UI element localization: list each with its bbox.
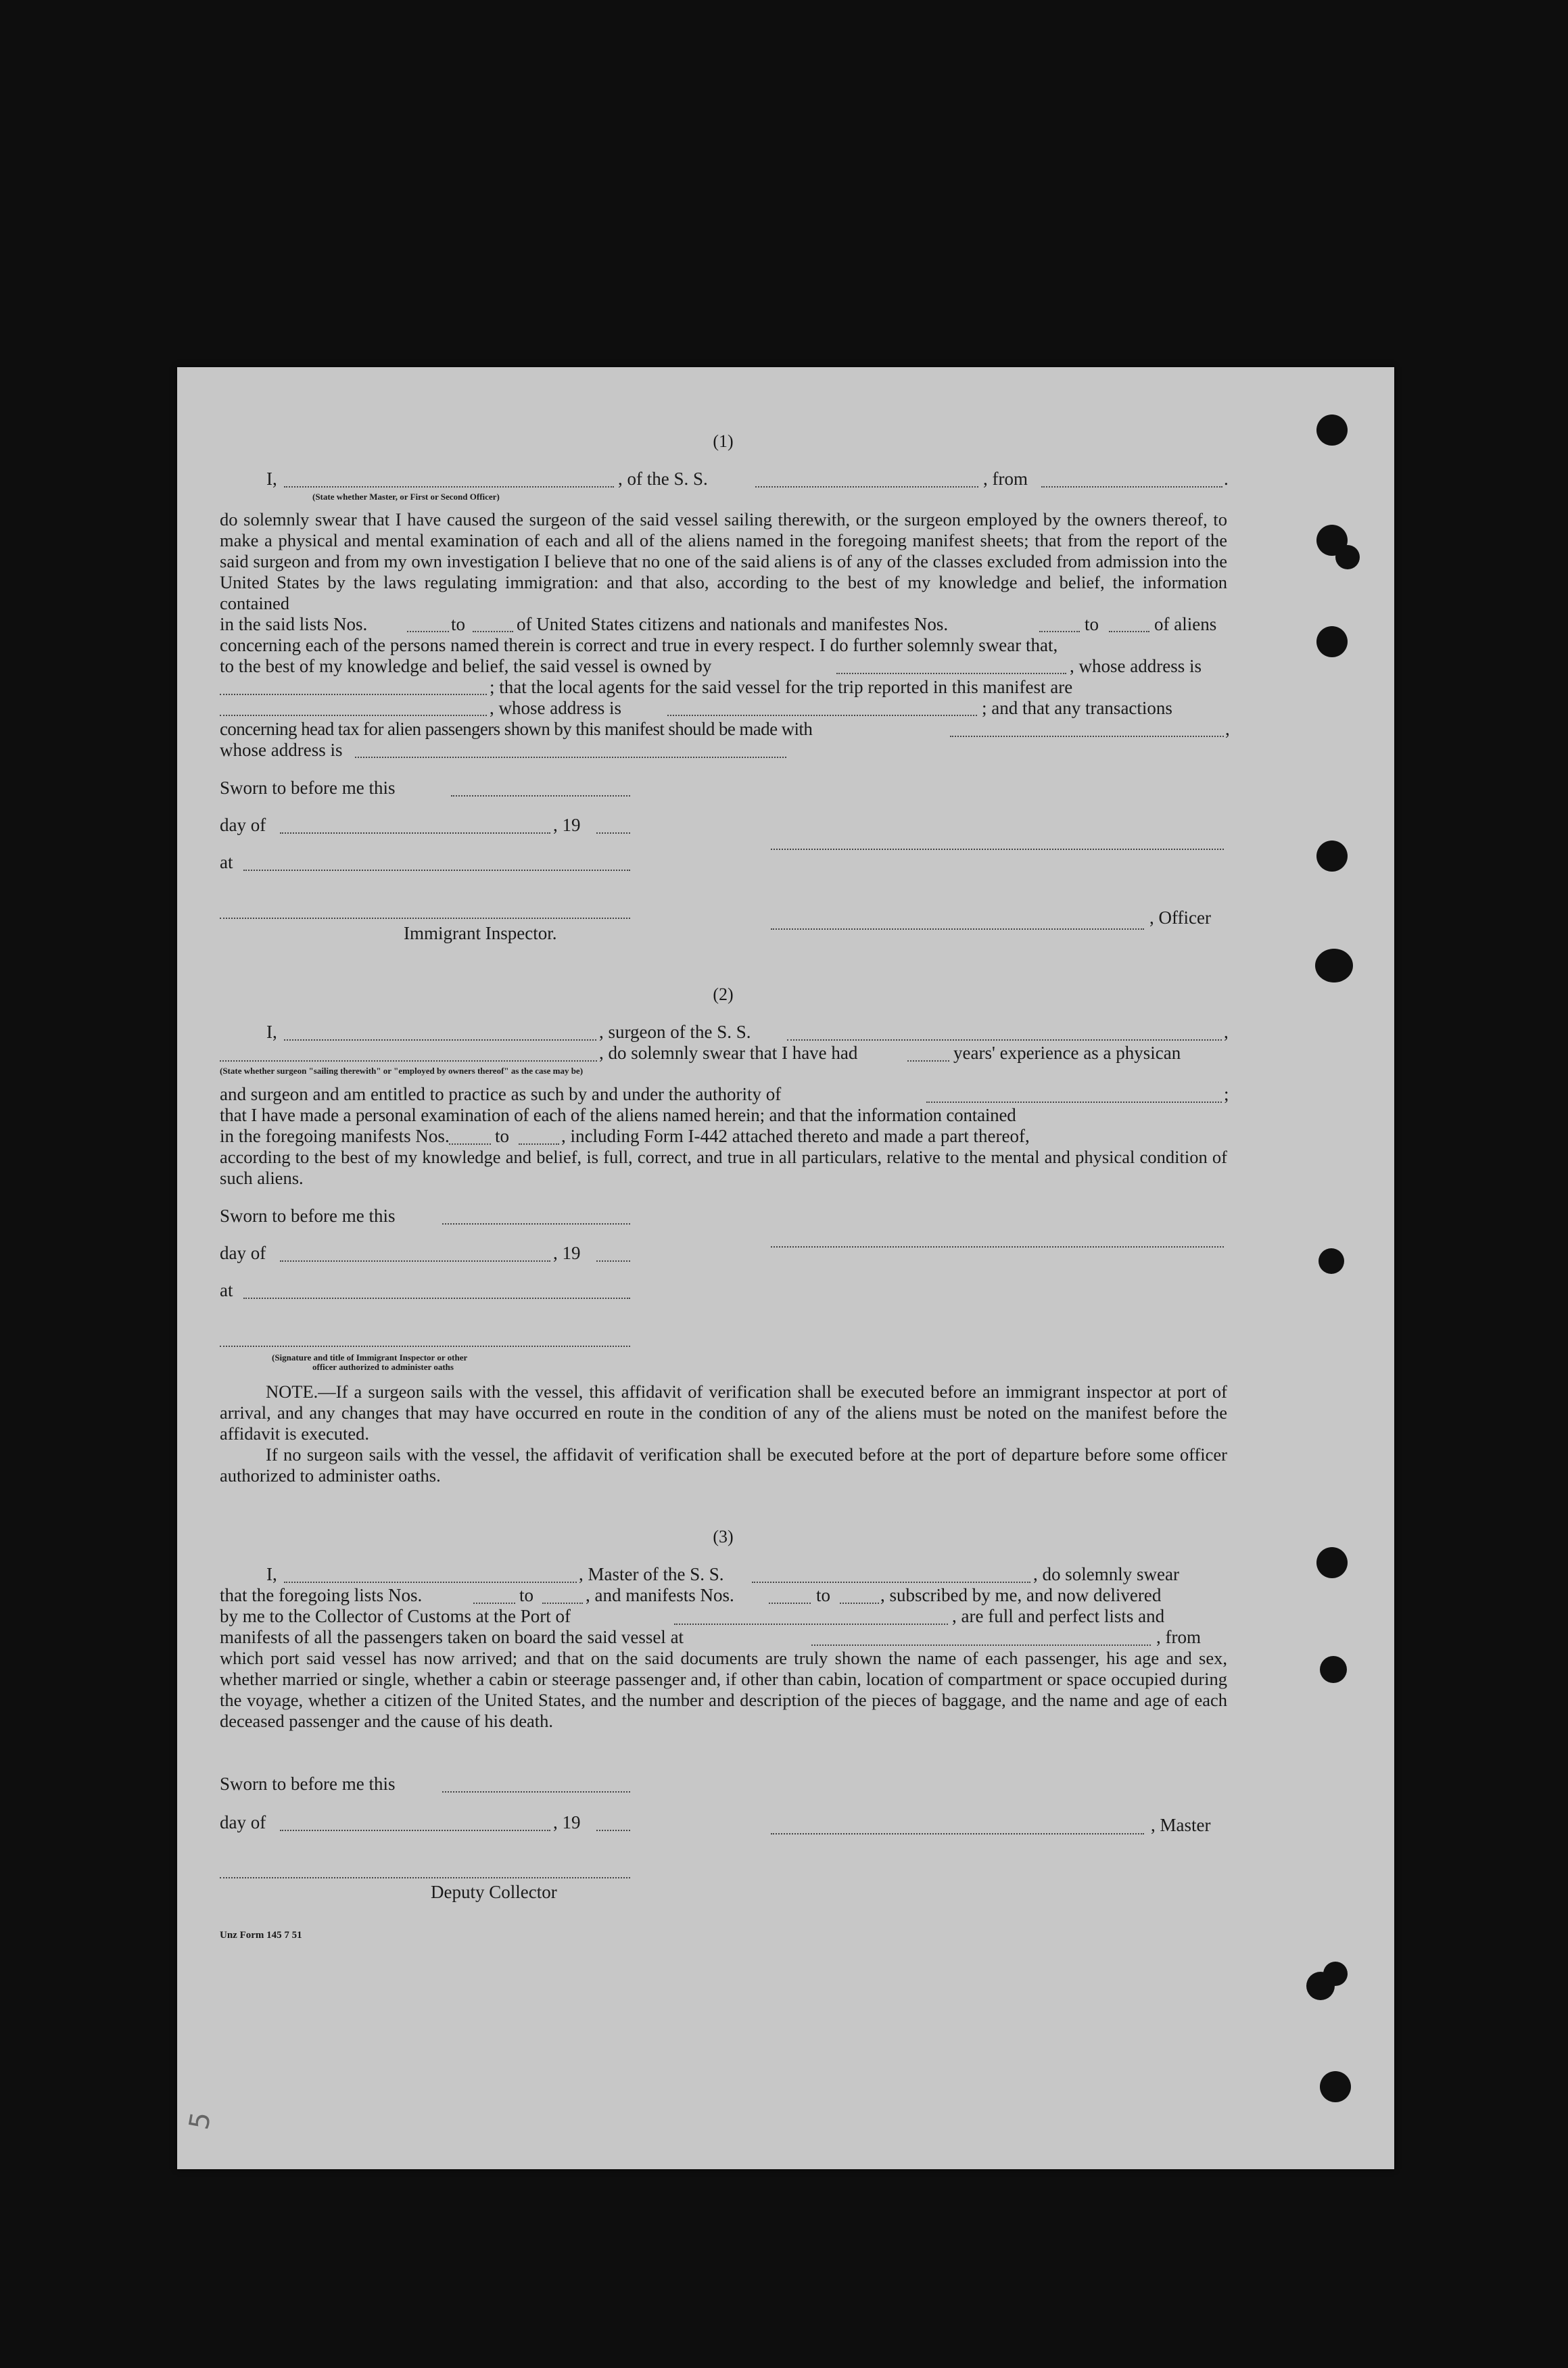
personal-examination-text: that I have made a personal examination of each of the aliens named herein; and that the information contained <box>220 1105 1016 1125</box>
signature-note-cont: officer authorized to administer oaths <box>312 1362 454 1372</box>
section-2-number: (2) <box>713 985 734 1004</box>
sworn-field-3[interactable] <box>442 1791 630 1793</box>
inspector-signature-line-2[interactable] <box>220 1346 630 1347</box>
board-port-field[interactable] <box>811 1644 1151 1646</box>
at-label: at <box>220 852 233 872</box>
sworn-field[interactable] <box>451 795 630 797</box>
day-of-field[interactable] <box>280 832 550 834</box>
at-field-2[interactable] <box>243 1298 630 1299</box>
master-name-field[interactable] <box>284 1582 577 1583</box>
authority-label: and surgeon and am entitled to practice as such by and under the authority of <box>220 1084 782 1104</box>
surgeon-name-field[interactable] <box>284 1039 596 1041</box>
deputy-signature-line[interactable] <box>220 1877 630 1878</box>
vessel-name-field[interactable] <box>755 486 978 488</box>
head-tax-address-label: whose address is <box>220 740 343 760</box>
punch-hole <box>1316 1547 1348 1578</box>
authority-semicolon: ; <box>1224 1084 1229 1104</box>
section-3-i: I, <box>266 1564 277 1584</box>
full-perfect-lists-label: , are full and perfect lists and <box>952 1606 1165 1626</box>
master-label: , Master <box>1151 1815 1211 1835</box>
day-of-label-2: day of <box>220 1243 266 1263</box>
physician-label: years' experience as a physican <box>953 1043 1181 1063</box>
surgeon-status-field[interactable] <box>220 1060 597 1062</box>
transactions-label: ; and that any transactions <box>982 698 1172 718</box>
master-manifests-to-field[interactable] <box>840 1603 879 1604</box>
lists-nos-to: to <box>451 614 466 634</box>
sworn-field-2[interactable] <box>442 1223 630 1225</box>
punch-hole <box>1316 840 1348 872</box>
master-signature-line[interactable] <box>771 1833 1144 1834</box>
taken-on-board-label: manifests of all the passengers taken on board the said vessel at <box>220 1627 684 1647</box>
from-label: , from <box>1156 1627 1201 1647</box>
punch-hole <box>1320 1656 1347 1683</box>
citizens-manifests-label: of United States citizens and nationals and manifestes Nos. <box>517 614 949 634</box>
punch-hole <box>1335 545 1360 569</box>
punch-hole <box>1318 1248 1344 1274</box>
local-agents-label: ; that the local agents for the said vessel for the trip reported in this manifest are <box>490 677 1073 697</box>
form-code: Unz Form 145 7 51 <box>220 1930 302 1941</box>
sworn-label-3: Sworn to before me this <box>220 1774 396 1794</box>
signature-note: (Signature and title of Immigrant Inspector or other <box>272 1352 468 1363</box>
years-experience-label: , do solemnly swear that I have had <box>599 1043 858 1063</box>
surgeon-signature-line[interactable] <box>771 1246 1224 1248</box>
at-field[interactable] <box>243 870 630 871</box>
foregoing-lists-to-field[interactable] <box>542 1603 583 1604</box>
immigrant-inspector-label: Immigrant Inspector. <box>404 923 557 943</box>
head-tax-comma: , <box>1225 719 1230 739</box>
owner-address-label: , whose address is <box>1070 656 1202 676</box>
day-of-field-3[interactable] <box>280 1830 550 1831</box>
punch-hole <box>1316 626 1348 657</box>
signature-line[interactable] <box>771 849 1224 850</box>
officer-rank-note: (State whether Master, or First or Second Officer) <box>312 492 500 502</box>
year-field-2[interactable] <box>596 1260 630 1262</box>
surgeon-manifests-from-field[interactable] <box>449 1143 491 1145</box>
section-2-comma: , <box>1224 1022 1229 1042</box>
punch-hole <box>1320 2071 1351 2102</box>
head-tax-label: concerning head tax for alien passengers shown by this manifest should be made with <box>220 719 813 739</box>
owner-field[interactable] <box>836 673 1066 674</box>
margin-mark: 5 <box>183 2109 218 2132</box>
master-of-ss-label: , Master of the S. S. <box>579 1564 724 1584</box>
agents-address-field[interactable] <box>667 715 977 716</box>
officer-signature-line[interactable] <box>771 928 1144 930</box>
authority-field[interactable] <box>926 1102 1222 1103</box>
surgeon-manifests-to: to <box>495 1126 510 1146</box>
section-1-number: (1) <box>713 431 734 451</box>
do-solemnly-swear-label: , do solemnly swear <box>1033 1564 1179 1584</box>
surgeon-of-ss-label: , surgeon of the S. S. <box>599 1022 751 1042</box>
correct-and-true-text: concerning each of the persons named therein is correct and true in every respect. I do further solemnly swear that, <box>220 635 1058 655</box>
manifests-nos-to-field[interactable] <box>1109 631 1149 632</box>
punch-hole <box>1306 1972 1335 2000</box>
collector-port-field[interactable] <box>674 1624 948 1625</box>
inspector-signature-line[interactable] <box>220 918 630 919</box>
master-manifests-to: to <box>816 1585 831 1605</box>
manifests-nos-from-field[interactable] <box>1039 631 1080 632</box>
passenger-details-text: which port said vessel has now arrived; and that on the said documents are truly shown the name of each passenger, his age and sex, whether married or single, whether a cabin or steerage passenger and, if other than cabin, location of compartment or space occupied during the voyage, whether a citizen of the United States, and the number and description of the pieces of baggage, and the name and age of each deceased passenger and the cause of his death. <box>220 1648 1227 1731</box>
punch-hole <box>1315 949 1353 982</box>
from-port-field[interactable] <box>1041 486 1222 488</box>
lists-nos-from-field[interactable] <box>407 631 449 632</box>
form-page <box>177 367 1394 2169</box>
surgeon-manifests-to-field[interactable] <box>519 1143 559 1145</box>
foregoing-lists-to: to <box>519 1585 534 1605</box>
master-vessel-field[interactable] <box>752 1582 1030 1583</box>
section-1-from: , from <box>983 469 1028 489</box>
subscribed-delivered-label: , subscribed by me, and now delivered <box>880 1585 1162 1605</box>
sworn-label: Sworn to before me this <box>220 778 396 798</box>
note-surgeon-sails: NOTE.—If a surgeon sails with the vessel, this affidavit of verification shall be executed before an immigrant inspector at port of arrival, and any changes that may have occurred en route in the condition of any of the aliens must be noted on the manifest before the affidavit is executed. <box>220 1381 1227 1444</box>
foregoing-lists-from-field[interactable] <box>473 1603 515 1604</box>
year-label: , 19 <box>553 815 581 835</box>
owner-address-field[interactable] <box>220 694 487 695</box>
section-1-oath-text: do solemnly swear that I have caused the surgeon of the said vessel sailing therewith, or the surgeon employed by the owners thereof, to make a physical and mental examination of each and all of the aliens named in the foregoing manifest sheets; that from the report of the said surgeon and from my own investigation I believe that no one of the said aliens is of any of the classes excluded from admission into the United States by the laws regulating immigration: and that also, according to the best of my knowledge and belief, the information contained <box>220 509 1227 613</box>
day-of-label-3: day of <box>220 1812 266 1832</box>
lists-nos-to-field[interactable] <box>473 631 513 632</box>
years-field[interactable] <box>907 1060 949 1062</box>
section-1-period: . <box>1224 469 1229 489</box>
year-field-3[interactable] <box>596 1830 630 1831</box>
year-label-2: , 19 <box>553 1243 581 1263</box>
manifests-nos-to: to <box>1085 614 1099 634</box>
surgeon-status-note: (State whether surgeon "sailing therewith" or "employed by owners thereof" as the case may be) <box>220 1066 584 1076</box>
day-of-label: day of <box>220 815 266 835</box>
officer-name-field[interactable] <box>284 486 614 488</box>
surgeon-vessel-field[interactable] <box>787 1039 1222 1041</box>
day-of-field-2[interactable] <box>280 1260 550 1262</box>
head-tax-field[interactable] <box>950 736 1224 737</box>
section-2-i: I, <box>266 1022 277 1042</box>
local-agents-field[interactable] <box>220 715 487 716</box>
master-manifests-from-field[interactable] <box>769 1603 811 1604</box>
agents-address-label: , whose address is <box>490 698 621 718</box>
year-label-3: , 19 <box>553 1812 581 1832</box>
of-aliens-label: of aliens <box>1154 614 1217 634</box>
section-1-i: I, <box>266 469 277 489</box>
year-field[interactable] <box>596 832 630 834</box>
master-manifests-label: , and manifests Nos. <box>586 1585 734 1605</box>
punch-hole <box>1316 415 1348 446</box>
officer-label: , Officer <box>1149 907 1211 928</box>
owned-by-label: to the best of my knowledge and belief, the said vessel is owned by <box>220 656 712 676</box>
sworn-label-2: Sworn to before me this <box>220 1206 396 1226</box>
surgeon-manifests-label: in the foregoing manifests Nos. <box>220 1126 450 1146</box>
section-1-of-ss: , of the S. S. <box>618 469 708 489</box>
foregoing-lists-label: that the foregoing lists Nos. <box>220 1585 423 1605</box>
lists-nos-label: in the said lists Nos. <box>220 614 368 634</box>
section-3-number: (3) <box>713 1527 734 1546</box>
head-tax-address-field[interactable] <box>355 757 786 758</box>
collector-port-label: by me to the Collector of Customs at the Port of <box>220 1606 571 1626</box>
deputy-collector-label: Deputy Collector <box>431 1882 557 1902</box>
note-no-surgeon: If no surgeon sails with the vessel, the affidavit of verification shall be executed before at the port of departure before some officer authorized to administer oaths. <box>220 1444 1227 1486</box>
at-label-2: at <box>220 1280 233 1300</box>
mental-physical-text: according to the best of my knowledge and belief, is full, correct, and true in all particulars, relative to the mental and physical condition of such aliens. <box>220 1147 1227 1188</box>
form-i-442-text: , including Form I-442 attached thereto and made a part thereof, <box>561 1126 1030 1146</box>
